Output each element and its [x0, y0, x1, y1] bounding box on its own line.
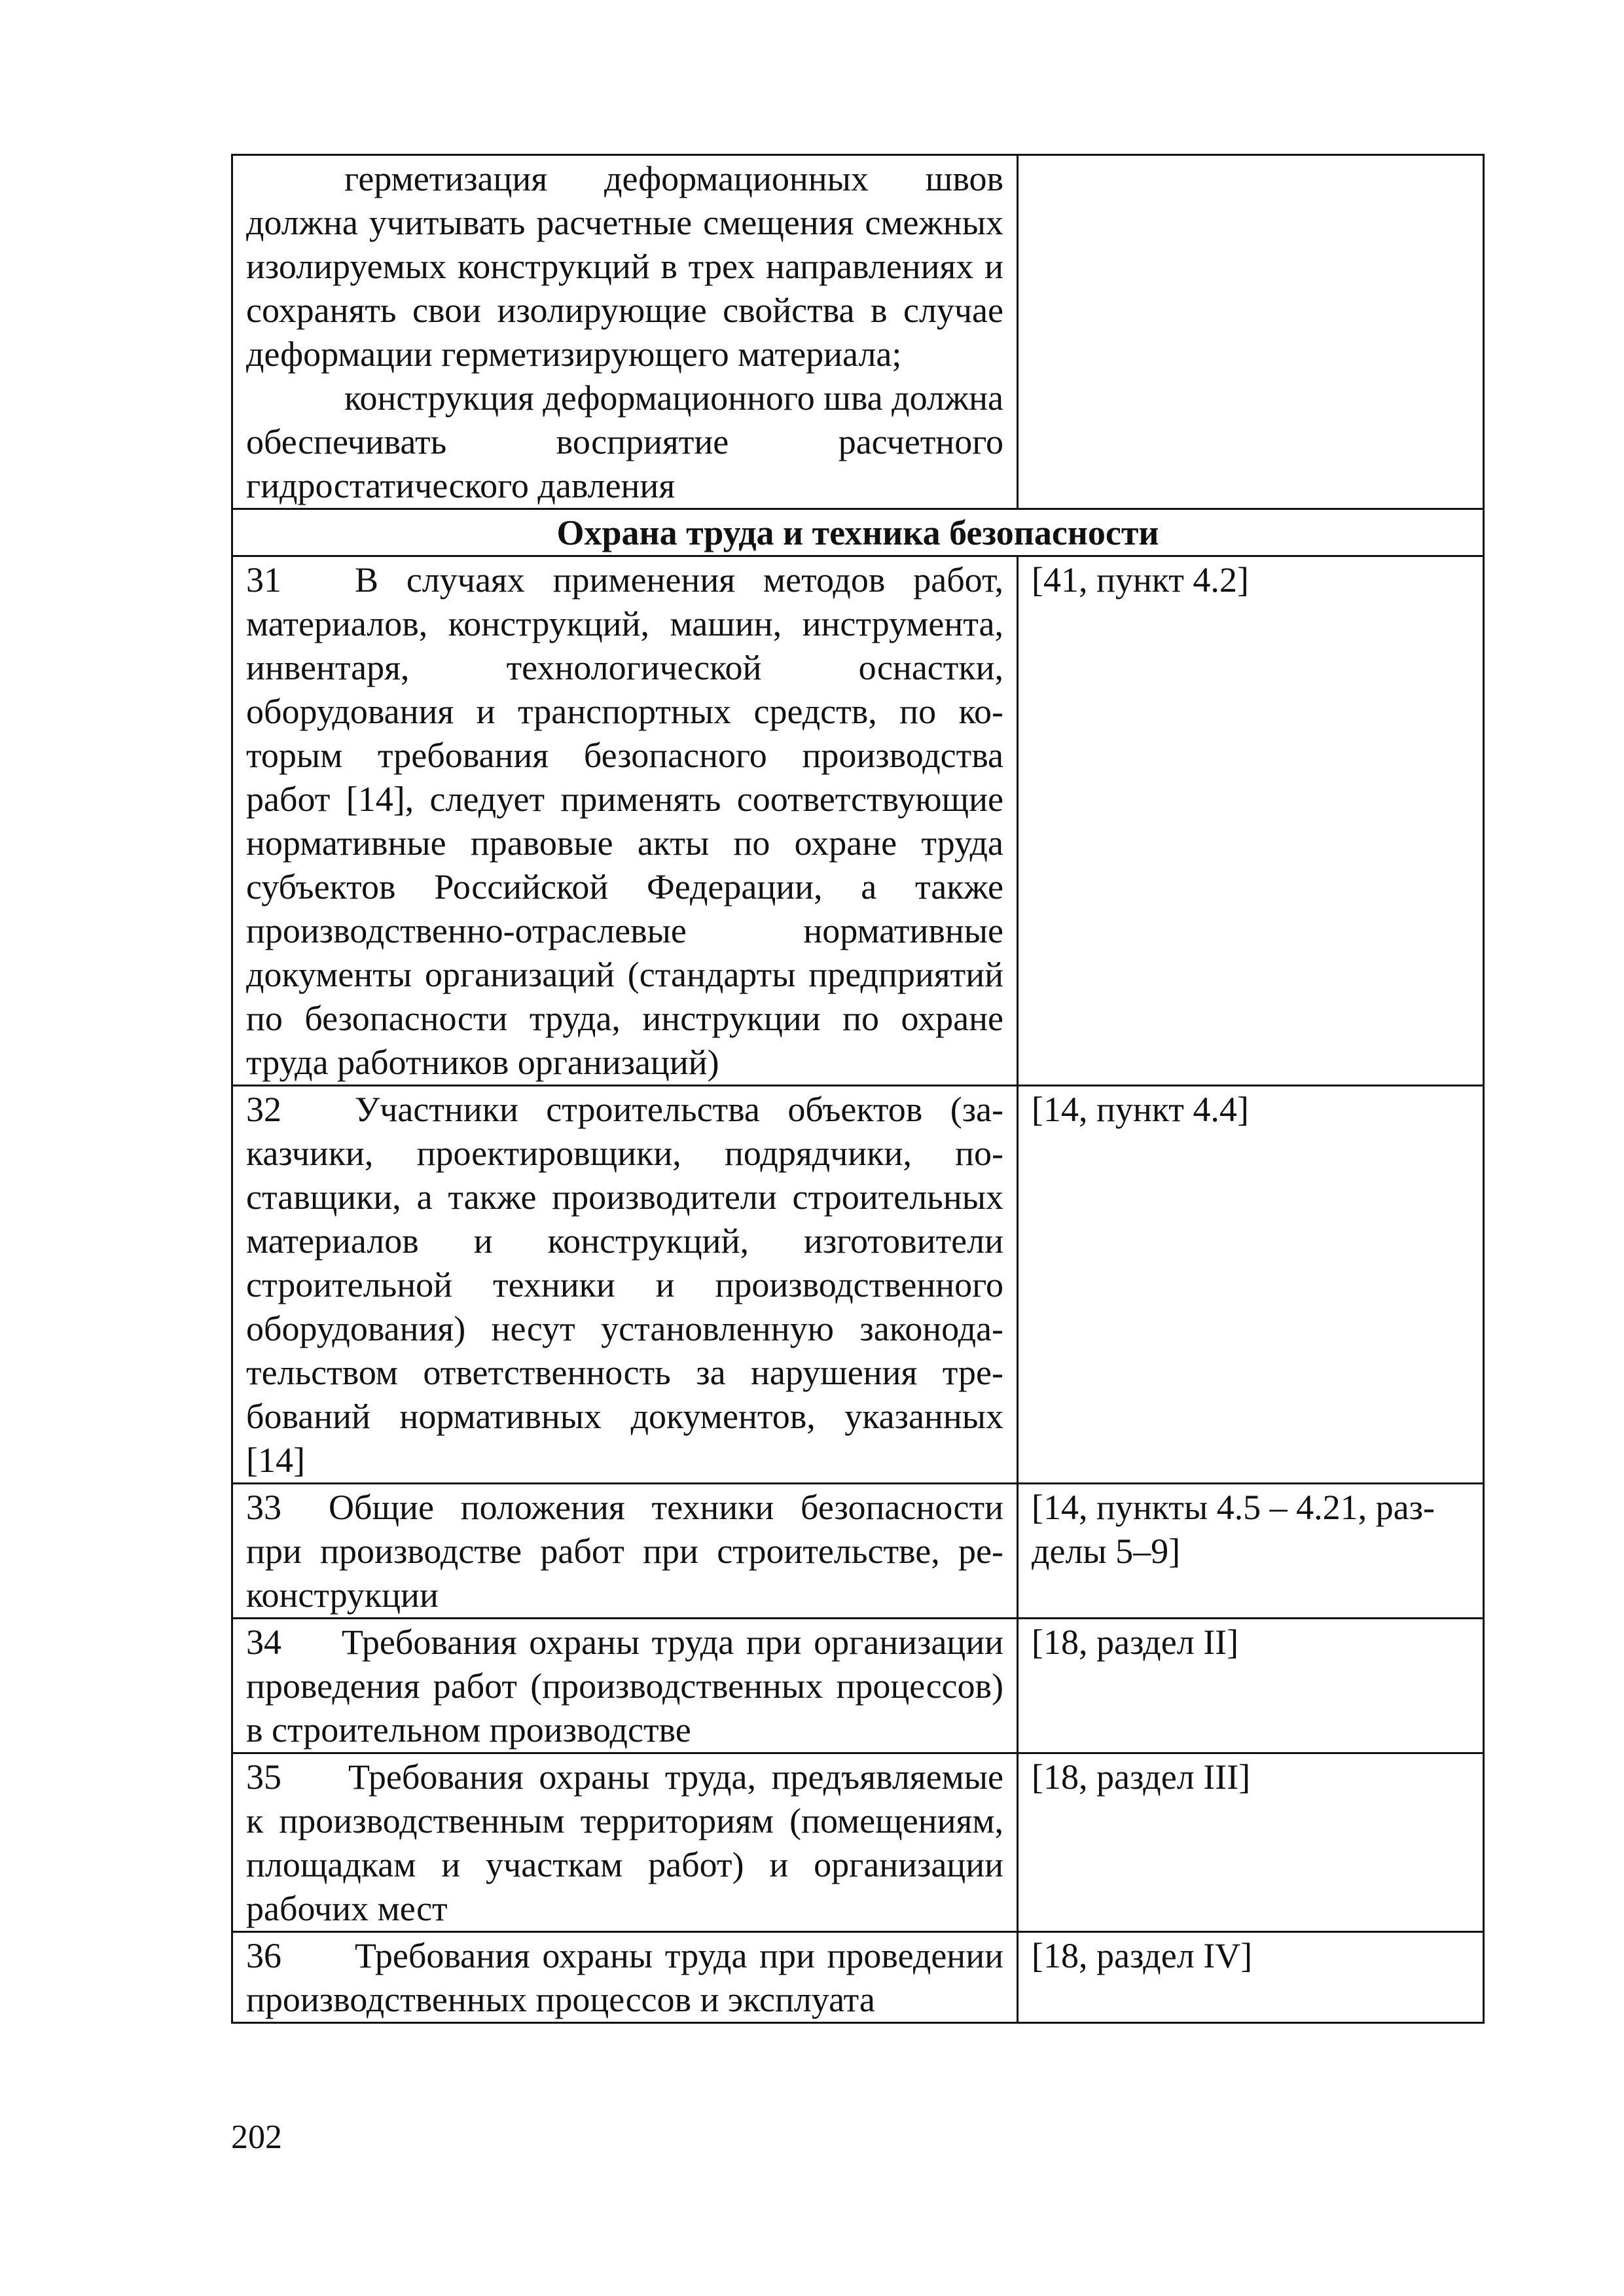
requirement-text: Требования охраны труда при проведении производственных процессов и эксплуата: [246, 1936, 1003, 2019]
requirement-text: Требования охраны труда при организации проведения работ (производственных процессов) в строительном производстве: [246, 1623, 1003, 1749]
requirement-cell: [232, 556, 1018, 1086]
requirement-cell: [232, 1484, 1018, 1619]
continuation-text-cell: [232, 155, 1018, 509]
requirement-paragraph: [246, 1934, 1003, 2022]
row-number: 32: [246, 1090, 281, 1129]
reference-cell: [14, пункты 4.5 – 4.21, разделы 5–9]: [1018, 1484, 1484, 1619]
requirement-cell: [232, 1086, 1018, 1484]
requirement-paragraph: [246, 1621, 1003, 1752]
requirement-cell: [232, 1753, 1018, 1932]
table-row-continuation: [232, 155, 1484, 509]
requirement-paragraph: [246, 558, 1003, 1085]
continuation-paragraph: конструкция деформационного шва должна обеспечивать восприятие расчетного гидростатического давления: [246, 378, 1003, 505]
requirement-text: Участники строительства объектов (заказчики, проектировщики, подрядчики, поставщики, а также производители строительных материалов и конструкций, изготовители строительной техники и производственного оборудования) несут установленную законодательством ответственность за нарушения требований нормативных документов, указанных [14]: [246, 1090, 1003, 1480]
row-number: 35: [246, 1757, 281, 1797]
requirement-paragraph: [246, 1755, 1003, 1931]
continuation-reference-cell: [1018, 155, 1484, 509]
requirement-text: Требования охраны труда, предъявляемые к производственным территориям (помещениям, площадкам и участкам работ) и организации рабочих мест: [246, 1757, 1003, 1928]
requirement-text: Общие положения техники безопасности при производстве работ при строительстве, реконструкции: [246, 1488, 1003, 1615]
table-row: [232, 1932, 1484, 2023]
row-number: 31: [246, 560, 281, 600]
row-number: 33: [246, 1488, 281, 1527]
requirement-text: В случаях применения методов работ, материалов, конструкций, машин, инструмента, инвентаря, технологической оснастки, оборудования и транспортных средств, по которым требования безопасного производства работ [14], следует применять соответствующие нормативные правовые акты по охране труда субъектов Российской Федерации, а также производственно-отраслевые нормативные документы организаций (стандарты предприятий по безопасности труда, инструкции по охране труда работников организаций): [246, 560, 1003, 1082]
continuation-paragraph: герметизация деформационных швов должна учитывать расчетные смещения смежных изолируемых конструкций в трех направлениях и сохранять свои изолирующие свойства в случае деформации герметизирующего материала;: [246, 159, 1003, 374]
row-number: 34: [246, 1623, 281, 1662]
requirements-table: [231, 154, 1485, 2024]
reference-cell: [18, раздел IV]: [1018, 1932, 1484, 2023]
requirement-cell: [232, 1619, 1018, 1753]
reference-cell: [41, пункт 4.2]: [1018, 556, 1484, 1086]
requirement-paragraph: [246, 1486, 1003, 1617]
section-heading: Охрана труда и техника безопасности: [232, 509, 1484, 556]
page-number: 202: [231, 2119, 282, 2156]
section-heading-row: [232, 509, 1484, 556]
reference-cell: [14, пункт 4.4]: [1018, 1086, 1484, 1484]
requirement-cell: [232, 1932, 1018, 2023]
table-row: [232, 1086, 1484, 1484]
table-row: [232, 1484, 1484, 1619]
requirement-paragraph: [246, 1088, 1003, 1482]
row-number: 36: [246, 1936, 281, 1975]
table-row: [232, 556, 1484, 1086]
table-row: [232, 1619, 1484, 1753]
reference-cell: [18, раздел II]: [1018, 1619, 1484, 1753]
reference-cell: [18, раздел III]: [1018, 1753, 1484, 1932]
table-row: [232, 1753, 1484, 1932]
